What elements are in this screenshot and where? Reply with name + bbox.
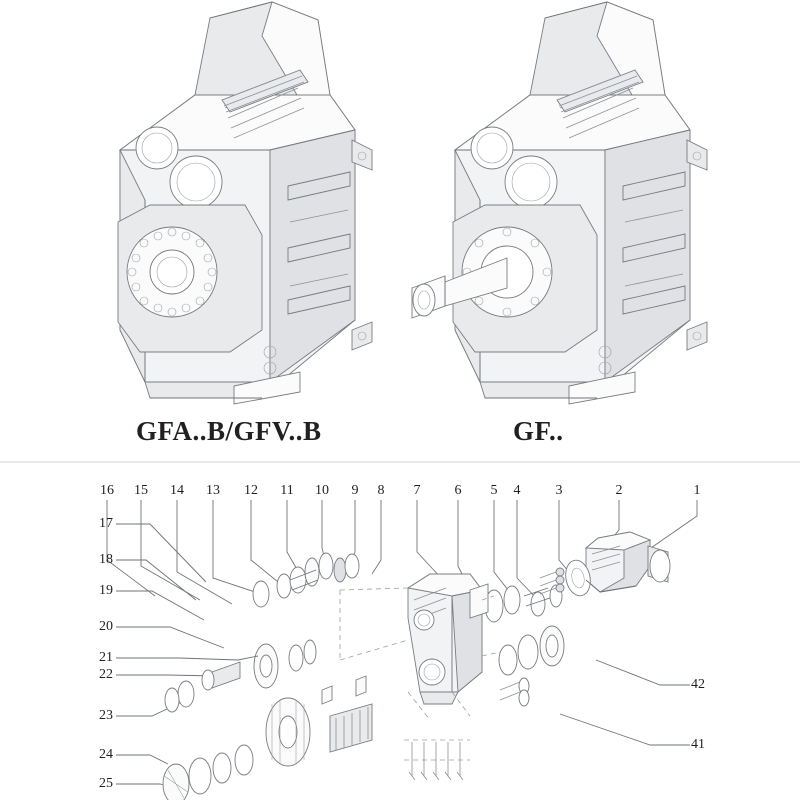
callout-24: 24: [99, 747, 113, 762]
callout-25: 25: [99, 776, 113, 791]
callout-10: 10: [315, 483, 329, 498]
callout-2: 2: [615, 483, 623, 498]
callout-15: 15: [134, 483, 148, 498]
caption-left: GFA..B/GFV..B: [136, 416, 322, 446]
gearbox-housing-part: [340, 574, 482, 780]
shafts-and-gears: [163, 553, 564, 800]
callout-6: 6: [454, 483, 462, 498]
callout-16: 16: [100, 483, 114, 498]
callout-20: 20: [99, 619, 113, 634]
leader-lines-right: [560, 660, 690, 745]
callout-7: 7: [413, 483, 421, 498]
callout-42: 42: [691, 677, 705, 692]
callout-21: 21: [99, 650, 113, 665]
callout-1: 1: [693, 483, 701, 498]
callout-12: 12: [244, 483, 258, 498]
callout-41: 41: [691, 737, 705, 752]
callout-8: 8: [377, 483, 385, 498]
callout-19: 19: [99, 583, 113, 598]
motor-adapter-part: [563, 532, 670, 598]
callout-22: 22: [99, 667, 113, 682]
callout-13: 13: [206, 483, 220, 498]
caption-right: GF..: [513, 416, 564, 446]
callout-4: 4: [513, 483, 521, 498]
callout-18: 18: [99, 552, 113, 567]
callout-23: 23: [99, 708, 113, 723]
callout-17: 17: [99, 516, 113, 531]
callout-5: 5: [490, 483, 498, 498]
callout-3: 3: [555, 483, 563, 498]
callout-9: 9: [351, 483, 359, 498]
callout-11: 11: [280, 483, 294, 498]
callout-14: 14: [170, 483, 184, 498]
